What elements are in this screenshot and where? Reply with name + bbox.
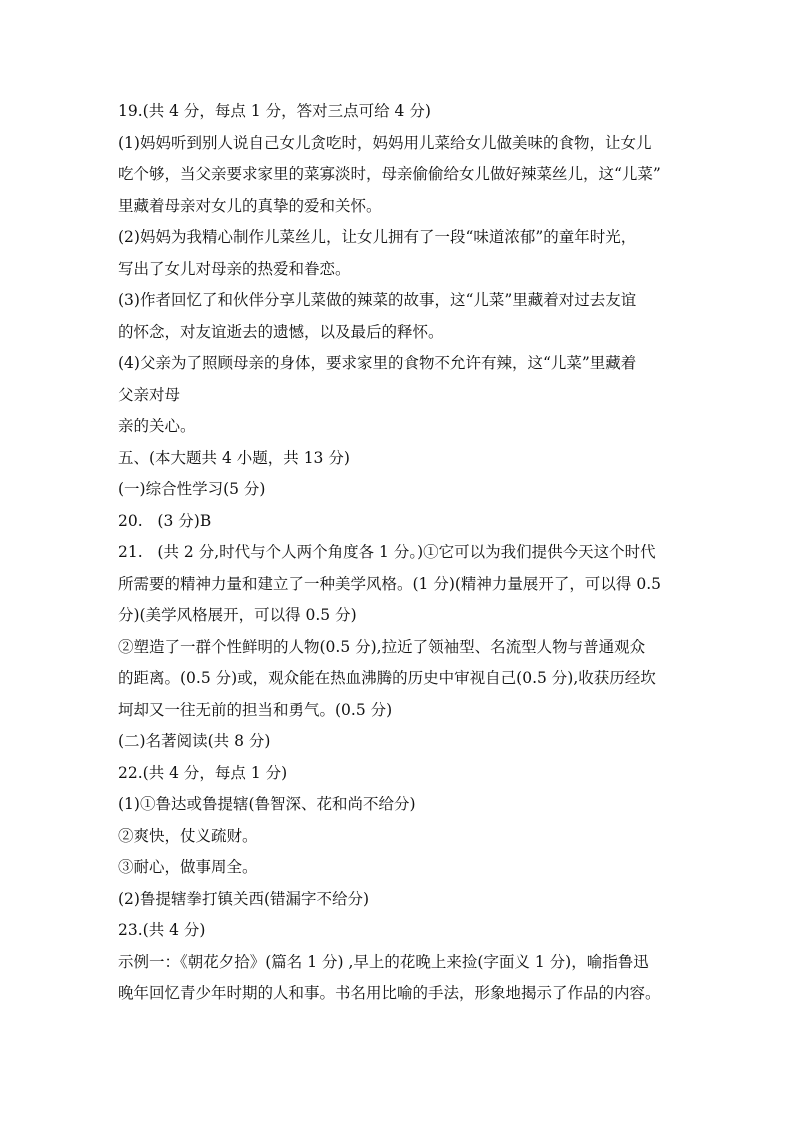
text-line: 里藏着母亲对女儿的真挚的爱和关怀。 (118, 196, 382, 215)
subsection-heading: (一)综合性学习(5 分) (118, 480, 266, 498)
text-line: ②塑造了一群个性鲜明的人物(0.5 分),拉近了领袖型、名流型人物与普通观众 (118, 637, 646, 656)
answer-key-page (118, 96, 684, 1010)
text-line: 20. (3 分)B (118, 511, 212, 530)
text-line: 亲的关心。 (118, 417, 196, 435)
subsection-heading: (二)名著阅读(共 8 分) (118, 732, 271, 750)
text-line: (3)作者回忆了和伙伴分享儿菜做的辣菜的故事，这“儿菜”里藏着对过去友谊 (118, 291, 637, 309)
text-line: 坷却又一往无前的担当和勇气。(0.5 分) (118, 700, 393, 719)
text-line: 示例一：《朝花夕拾》(篇名 1 分) ,早上的花晚上来捡(字面义 1 分)，喻指鲁迅 (118, 952, 649, 971)
text-line: (1)①鲁达或鲁提辖(鲁智深、花和尚不给分) (118, 795, 416, 813)
text-line: 的怀念，对友谊逝去的遗憾，以及最后的释怀。 (118, 322, 444, 341)
text-line: 所需要的精神力量和建立了一种美学风格。(1 分)(精神力量展开了，可以得 0.5 (118, 574, 662, 593)
text-line: (2)鲁提辖拳打镇关西(错漏字不给分) (118, 889, 370, 908)
text-line: 23.(共 4 分) (118, 921, 206, 939)
text-line: 分)(美学风格展开，可以得 0.5 分) (118, 606, 357, 624)
text-line: (2)妈妈为我精心制作儿菜丝儿，让女儿拥有了一段“味道浓郁”的童年时光， (118, 228, 637, 246)
text-line: 21. (共 2 分,时代与个人两个角度各 1 分。)①它可以为我们提供今天这个时代 (118, 543, 656, 561)
text-line: 的距离。(0.5 分)或，观众能在热血沸腾的历史中审视自己(0.5 分),收获历经坎 (118, 669, 656, 687)
text-line: ②爽快，仗义疏财。 (118, 826, 258, 845)
text-line: ③耐心，做事周全。 (118, 858, 258, 876)
section-heading: 五、(本大题共 4 小题，共 13 分) (118, 448, 350, 467)
text-line: 吃个够，当父亲要求家里的菜寡淡时，母亲偷偷给女儿做好辣菜丝儿，这“儿菜” (118, 165, 661, 183)
text-line: 父亲对母 (118, 385, 181, 404)
text-line: (4)父亲为了照顾母亲的身体，要求家里的食物不允许有辣，这“儿菜”里藏着 (118, 354, 637, 372)
text-line: 写出了女儿对母亲的热爱和眷恋。 (118, 259, 351, 278)
text-line: 22.(共 4 分，每点 1 分) (118, 763, 288, 782)
text-line: 19.(共 4 分，每点 1 分，答对三点可给 4 分) (118, 102, 431, 120)
text-line: (1)妈妈听到别人说自己女儿贪吃时，妈妈用儿菜给女儿做美味的食物，让女儿 (118, 133, 652, 152)
text-line: 晚年回忆青少年时期的人和事。书名用比喻的手法，形象地揭示了作品的内容。 (118, 984, 661, 1002)
